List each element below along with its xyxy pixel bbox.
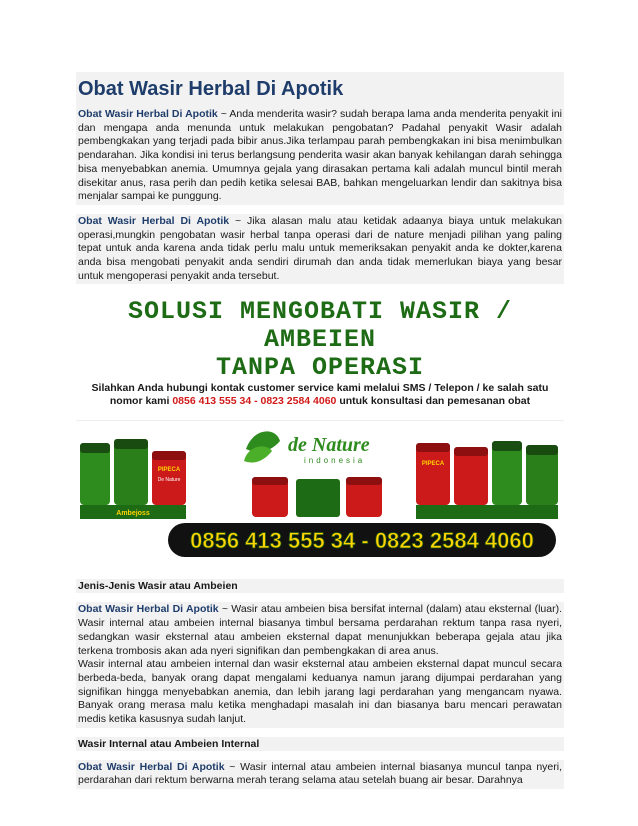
intro-text: ~ Anda menderita wasir? sudah berapa lama anda menderita penyakit ini dan mengapa anda menunda untuk melakukan pengobatan? Padahal penyakit Wasir adalah pembengkakan yang terjadi pada bibir anus.Jika terlampau parah pembengkakan ini bisa menimbulkan pendarahan. Jika kondisi ini terus berlangsung penderita wasir akan banyak kehilangan darah sehingga bisa menyebabkan anemia. Umumnya gejala yang dirasakan pertama kali adalah muncul bintil merah disekitar anus, rasa perih dan pedih ketika selesai BAB, bahkan mengeluarkan lendir dan sakitnya bisa menjalar sampai ke punggung. [78,108,562,203]
solusi-headline [76,298,564,382]
jar-left-brand: De Nature [157,477,181,484]
logo-brand: de Nature [288,434,370,457]
second-paragraph [76,214,564,285]
section-heading-jenis: Jenis-Jenis Wasir atau Ambeien [76,579,564,593]
second-keyword: Obat Wasir Herbal Di Apotik [78,214,230,227]
jar-right-1 [416,443,450,505]
right-product-group [416,441,558,519]
contact-prefix: Silahkan Anda hubungi kontak customer service kami melalui SMS / Telepon / ke salah satu nomor kami [91,382,549,408]
product-banner-graphic [76,421,564,569]
section1-text-1: ~ Wasir atau ambeien bisa bersifat internal (dalam) atau eksternal (luar). Wasir internal atau ambeien internal biasanya timbul bersama perdarahan rektum tanpa rasa nyeri, sedangkan wasir eksternal atau ambeien eksternal dapat menunjukkan beberapa gejala atau jika terkena trombosis akan ada nyeri signifikan dan pembengkakan di area anus. [78,603,563,657]
section2-text: ~ Wasir internal atau ambeien internal biasanya muncul tanpa nyeri, perdarahan dari rektum berwarna merah terang selama atau setelah buang air besar. Darahnya [78,760,562,787]
page-title: Obat Wasir Herbal Di Apotik [78,78,344,100]
solusi-line-2: TANPA OPERASI [215,353,425,383]
contact-suffix: untuk konsultasi dan pemesanan obat [336,395,531,408]
box-right [416,505,558,519]
jar-left-label: PIPECA [157,467,181,474]
intro-paragraph [76,107,564,205]
section1-keyword: Obat Wasir Herbal Di Apotik [78,603,219,616]
left-product-group [80,439,186,519]
intro-keyword: Obat Wasir Herbal Di Apotik [78,108,218,120]
solusi-line-1: SOLUSI MENGOBATI WASIR / AMBEIEN [127,297,513,355]
product-banner [76,420,564,569]
section1-text-2: Wasir internal atau ambeien internal dan wasir eksternal atau ambeien eksternal dapat muncul secara berbeda-beda, banyak orang dapat mengalami keduanya namun jarang dijumpai perdarahan yang signifikan hingga menyebabkan anemia, dan lebih jarang lagi perdarahan yang mengancam nyawa. Banyak orang merasa malu ketika menghadapi masalah ini dan biasanya baru mencari perawatan medis ketika kasusnya sudah lanjut. [78,658,562,726]
section2-paragraph [76,760,564,789]
logo-sub: indonesia [304,456,366,466]
box-center [296,479,340,517]
section2-keyword: Obat Wasir Herbal Di Apotik [78,760,225,773]
section-heading-internal: Wasir Internal atau Ambeien Internal [76,737,564,751]
title-block [76,72,564,107]
document-page [76,72,564,789]
second-text: ~ Jika alasan malu atau ketidak adaanya biaya untuk melakukan operasi,mungkin pengobatan wasir herbal tanpa operasi dari de nature menjadi pilihan yang paling tepat untuk anda karena anda tidak perlu malu untuk memeriksakan penyakit anda ke dokter,karena anda bisa mengobati penyakit anda sendiri dirumah dan anda tidak memerlukan biaya yang besar untuk mengoperasi penyakit anda tersebut. [78,214,562,282]
jar-right-label: PIPECA [421,461,445,468]
contact-text [76,382,564,408]
phone-numbers: 0856 413 555 34 - 0823 2584 4060 [190,528,534,554]
section1-paragraph [76,602,564,727]
box-left-label: Ambejoss [116,510,150,518]
contact-numbers: 0856 413 555 34 - 0823 2584 4060 [172,395,337,408]
